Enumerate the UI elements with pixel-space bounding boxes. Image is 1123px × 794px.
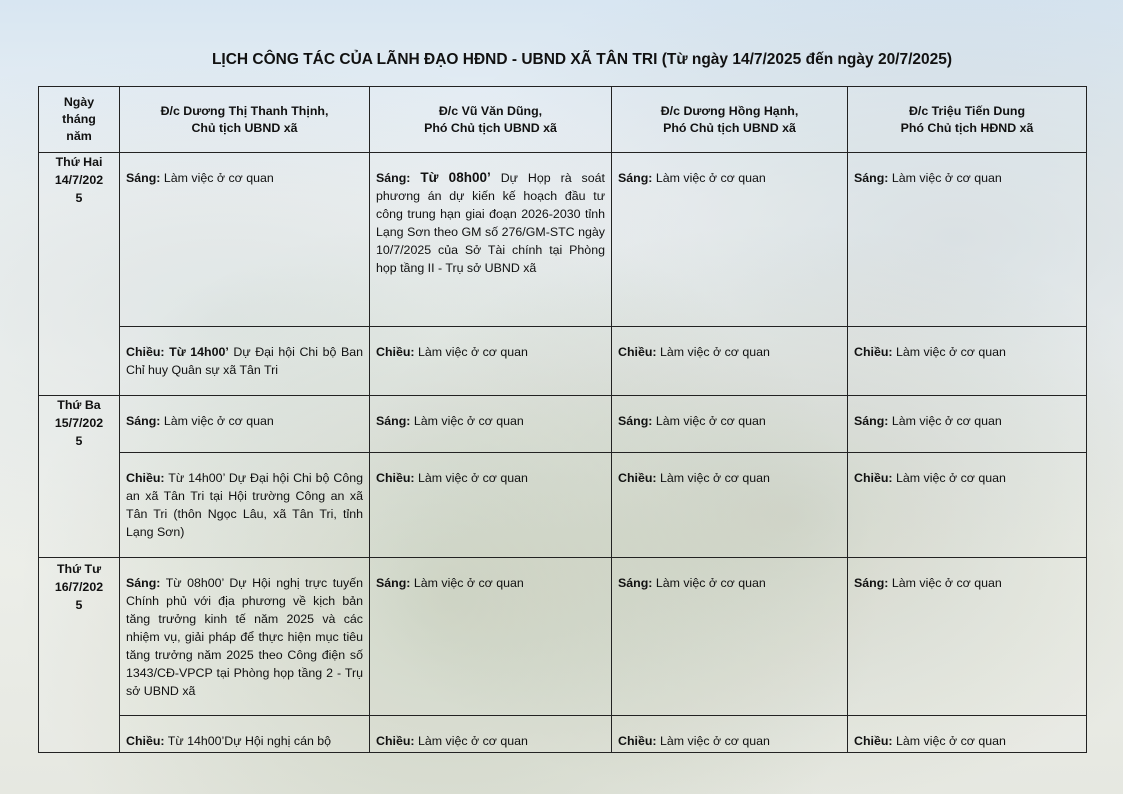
schedule-cell [120,453,370,558]
session-label: Chiều: [376,345,415,359]
session-label: Sáng: [854,576,889,590]
session-label: Chiều: [376,471,415,485]
leader-name: Đ/c Dương Hồng Hạnh, [660,103,799,118]
schedule-row-morning [39,153,1087,327]
schedule-row-afternoon [39,453,1087,558]
session-label: Chiều: [376,734,415,748]
session-text: Làm việc ở cơ quan [163,171,274,185]
session-label: Chiều: [854,734,893,748]
session-text: Dự Họp rà soát phương án dự kiến kế hoạch đầu tư công trung hạn giai đoạn 2026-2030 tỉnh Lạng Sơn theo GM số 276/GM-STC ngày 10/7/2025 của Sở Tài chính tại Phòng họp tầng II - Trụ sở UBND xã [376,171,605,275]
schedule-cell [120,558,370,716]
schedule-row-morning [39,558,1087,716]
day-cell-monday [39,153,120,396]
schedule-cell [848,558,1087,716]
page-title: LỊCH CÔNG TÁC CỦA LÃNH ĐẠO HĐND - UBND XÃ TÂN TRI (Từ ngày 14/7/2025 đến ngày 20/7/2025) [211,51,953,68]
session-time: Từ 08h00’ [420,170,491,185]
session-text: Làm việc ở cơ quan [891,414,1002,428]
session-label: Chiều: [854,345,893,359]
session-label: Sáng: [618,171,653,185]
session-label: Chiều: [854,471,893,485]
schedule-cell [612,558,848,716]
schedule-cell [612,327,848,396]
schedule-cell [120,396,370,453]
schedule-row-afternoon [39,716,1087,753]
session-label: Sáng: [618,576,653,590]
schedule-cell [848,716,1087,753]
leader-role: Phó Chủ tịch UBND xã [424,120,557,135]
schedule-cell [848,396,1087,453]
leader-header-4 [848,87,1087,153]
session-label: Sáng: [854,414,889,428]
session-text: Làm việc ở cơ quan [660,734,770,748]
date-column-header [39,87,120,153]
schedule-table [38,86,1087,753]
session-label: Chiều: [618,471,657,485]
session-text: Từ 08h00’ Dự Hội nghị trực tuyến Chính phủ với địa phương về kịch bản tăng trưởng kinh tế năm 2025 và các nhiệm vụ, giải pháp để thực hiện mục tiêu tăng trưởng năm 2025 theo Công điện số 1343/CĐ-VPCP tại Phòng họp tầng 2 - Trụ sở UBND xã [126,576,364,698]
leader-header-2 [370,87,612,153]
session-label: Sáng: [376,576,411,590]
schedule-cell [612,453,848,558]
day-date: 15/7/202 [54,416,104,430]
session-text: Làm việc ở cơ quan [163,414,274,428]
session-text: Làm việc ở cơ quan [413,414,524,428]
session-label: Chiều: [618,345,657,359]
session-text: Làm việc ở cơ quan [896,345,1006,359]
session-text: Làm việc ở cơ quan [418,734,528,748]
schedule-row-afternoon [39,327,1087,396]
date-header-line: năm [66,129,92,143]
leader-header-3 [612,87,848,153]
session-text: Làm việc ở cơ quan [655,576,766,590]
session-text: Làm việc ở cơ quan [660,345,770,359]
leader-name: Đ/c Dương Thị Thanh Thịnh, [160,103,329,118]
session-label: Sáng: [854,171,889,185]
schedule-cell [370,453,612,558]
date-header-line: Ngày [63,95,95,109]
leader-name: Đ/c Vũ Văn Dũng, [438,103,543,118]
session-text: Dự Đại hội Chi bộ Ban Chỉ huy Quân sự xã Tân Tri [126,345,363,377]
schedule-cell [370,153,612,327]
session-text: Làm việc ở cơ quan [896,471,1006,485]
schedule-cell [612,716,848,753]
session-label: Sáng: [126,576,161,590]
session-label: Sáng: [376,171,411,185]
session-text: Làm việc ở cơ quan [418,471,528,485]
leader-role: Phó Chủ tịch HĐND xã [900,120,1034,135]
session-label: Sáng: [618,414,653,428]
schedule-cell [848,153,1087,327]
day-date: 5 [75,434,83,448]
day-cell-tuesday [39,396,120,558]
header-row [39,87,1087,153]
schedule-cell [120,153,370,327]
day-name: Thứ Hai [55,155,103,169]
session-text: Làm việc ở cơ quan [655,414,766,428]
date-header-line: tháng [62,112,96,126]
session-label: Chiều: [618,734,657,748]
schedule-cell [848,453,1087,558]
session-label: Chiều: [126,734,165,748]
day-date: 14/7/202 [54,173,104,187]
session-label: Sáng: [126,414,161,428]
session-text: Làm việc ở cơ quan [418,345,528,359]
schedule-cell [612,153,848,327]
session-text: Làm việc ở cơ quan [896,734,1006,748]
schedule-cell [848,327,1087,396]
session-label: Chiều: [126,345,165,359]
schedule-cell [370,558,612,716]
leader-name: Đ/c Triệu Tiến Dung [908,103,1026,118]
day-date: 16/7/202 [54,580,104,594]
day-name: Thứ Tư [56,562,102,576]
session-text: Làm việc ở cơ quan [660,471,770,485]
session-label: Sáng: [126,171,161,185]
schedule-cell [370,327,612,396]
schedule-cell [120,716,370,753]
session-text: Làm việc ở cơ quan [655,171,766,185]
leader-role: Phó Chủ tịch UBND xã [663,120,796,135]
session-label: Chiều: [126,471,165,485]
schedule-cell [120,327,370,396]
leader-role: Chủ tịch UBND xã [191,120,298,135]
session-text: Từ 14h00’ Dự Đại hội Chi bộ Công an xã Tân Tri tại Hội trường Công an xã Tân Tri (thôn Ngọc Lâu, xã Tân Tri, tỉnh Lạng Sơn) [126,471,364,539]
session-time: Từ 14h00’ [169,345,229,359]
session-text: Làm việc ở cơ quan [413,576,524,590]
day-cell-wednesday [39,558,120,753]
session-text: Làm việc ở cơ quan [891,576,1002,590]
day-name: Thứ Ba [57,398,101,412]
session-label: Sáng: [376,414,411,428]
schedule-row-morning [39,396,1087,453]
day-date: 5 [75,191,83,205]
schedule-cell [370,396,612,453]
day-date: 5 [75,598,83,612]
leader-header-1 [120,87,370,153]
session-text: Làm việc ở cơ quan [891,171,1002,185]
session-text: Từ 14h00’Dự Hội nghị cán bộ [167,734,332,748]
schedule-cell [370,716,612,753]
schedule-cell [612,396,848,453]
